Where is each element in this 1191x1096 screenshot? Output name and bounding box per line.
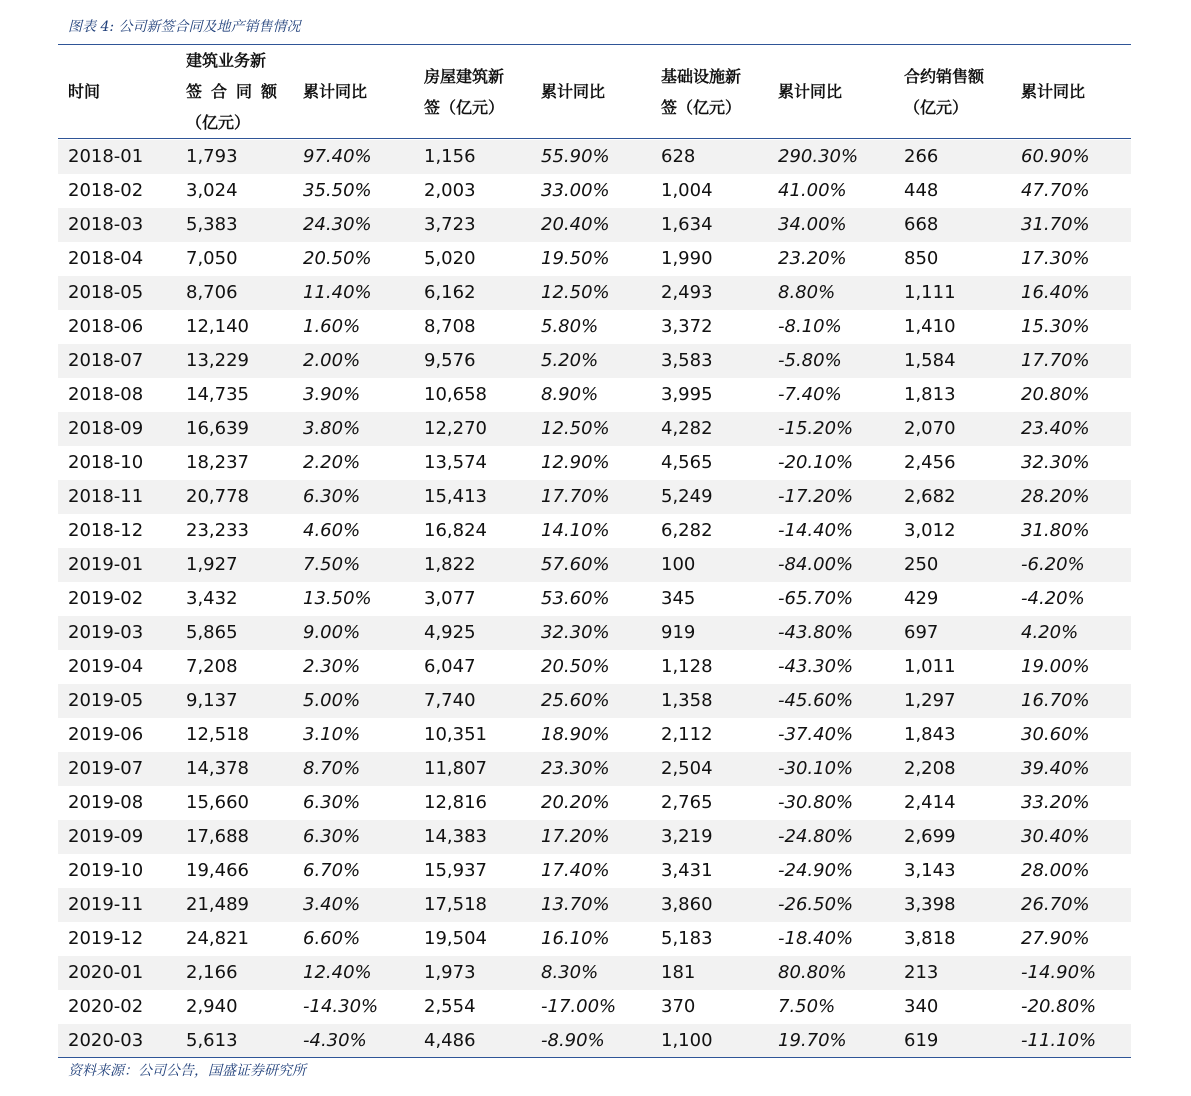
cell-contract-sales: 266 [904, 146, 939, 167]
cell-contract-sales: 2,456 [904, 452, 956, 473]
header-line: 签（亿元） [661, 98, 742, 117]
cell-time: 2018-06 [68, 316, 144, 337]
cell-time: 2019-12 [68, 928, 144, 949]
cell-infrastructure-yoy: -17.20% [778, 486, 854, 507]
table-row [58, 378, 1131, 412]
cell-construction-yoy: 12.40% [303, 962, 372, 983]
cell-infrastructure-yoy: -43.30% [778, 656, 854, 677]
cell-housing-yoy: 5.20% [541, 350, 599, 371]
cell-housing-new-contracts: 11,807 [424, 758, 487, 779]
cell-contract-sales-yoy: 17.70% [1021, 350, 1090, 371]
cell-time: 2018-01 [68, 146, 144, 167]
cell-contract-sales: 3,143 [904, 860, 956, 881]
cell-contract-sales-yoy: 39.40% [1021, 758, 1090, 779]
cell-contract-sales: 2,682 [904, 486, 956, 507]
cell-contract-sales-yoy: 28.20% [1021, 486, 1090, 507]
cell-infrastructure-yoy: -65.70% [778, 588, 854, 609]
cell-contract-sales: 619 [904, 1030, 939, 1051]
cell-housing-yoy: 57.60% [541, 554, 610, 575]
cell-infrastructure-new-contracts: 3,583 [661, 350, 713, 371]
cell-contract-sales-yoy: 32.30% [1021, 452, 1090, 473]
table-row [58, 548, 1131, 582]
cell-infrastructure-yoy: 34.00% [778, 214, 847, 235]
header-line: 时间 [68, 82, 101, 101]
cell-construction-new-contracts: 13,229 [186, 350, 249, 371]
cell-time: 2019-04 [68, 656, 144, 677]
cell-construction-yoy: 8.70% [303, 758, 361, 779]
cell-time: 2019-05 [68, 690, 144, 711]
cell-time: 2019-11 [68, 894, 144, 915]
cell-time: 2018-05 [68, 282, 144, 303]
cell-construction-yoy: 9.00% [303, 622, 361, 643]
cell-construction-yoy: 2.00% [303, 350, 361, 371]
cell-contract-sales-yoy: 26.70% [1021, 894, 1090, 915]
cell-time: 2019-06 [68, 724, 144, 745]
cell-housing-yoy: 8.90% [541, 384, 599, 405]
header-line: 签（亿元） [424, 98, 505, 117]
cell-housing-new-contracts: 7,740 [424, 690, 476, 711]
cell-contract-sales-yoy: 19.00% [1021, 656, 1090, 677]
cell-contract-sales-yoy: 20.80% [1021, 384, 1090, 405]
cell-infrastructure-new-contracts: 4,282 [661, 418, 713, 439]
cell-infrastructure-new-contracts: 2,493 [661, 282, 713, 303]
cell-housing-yoy: 25.60% [541, 690, 610, 711]
cell-construction-yoy: 35.50% [303, 180, 372, 201]
cell-construction-new-contracts: 2,166 [186, 962, 238, 983]
cell-housing-yoy: 13.70% [541, 894, 610, 915]
cell-time: 2018-03 [68, 214, 144, 235]
cell-time: 2020-03 [68, 1030, 144, 1051]
cell-contract-sales-yoy: 30.60% [1021, 724, 1090, 745]
header-line: 累计同比 [1021, 82, 1086, 101]
cell-construction-new-contracts: 9,137 [186, 690, 238, 711]
cell-contract-sales: 1,843 [904, 724, 956, 745]
cell-housing-new-contracts: 16,824 [424, 520, 487, 541]
cell-housing-yoy: 53.60% [541, 588, 610, 609]
cell-housing-new-contracts: 2,554 [424, 996, 476, 1017]
cell-housing-new-contracts: 1,156 [424, 146, 476, 167]
cell-housing-yoy: 17.40% [541, 860, 610, 881]
cell-infrastructure-yoy: -24.90% [778, 860, 854, 881]
cell-infrastructure-new-contracts: 2,765 [661, 792, 713, 813]
cell-construction-yoy: 13.50% [303, 588, 372, 609]
cell-construction-yoy: 6.30% [303, 792, 361, 813]
cell-contract-sales: 3,398 [904, 894, 956, 915]
cell-contract-sales: 1,011 [904, 656, 956, 677]
cell-contract-sales: 668 [904, 214, 939, 235]
cell-housing-yoy: 12.90% [541, 452, 610, 473]
cell-infrastructure-new-contracts: 1,128 [661, 656, 713, 677]
cell-time: 2018-10 [68, 452, 144, 473]
cell-construction-yoy: 6.60% [303, 928, 361, 949]
cell-time: 2020-01 [68, 962, 144, 983]
cell-contract-sales: 3,818 [904, 928, 956, 949]
cell-infrastructure-yoy: -8.10% [778, 316, 842, 337]
cell-time: 2019-09 [68, 826, 144, 847]
cell-housing-new-contracts: 3,077 [424, 588, 476, 609]
cell-contract-sales: 2,414 [904, 792, 956, 813]
cell-contract-sales: 1,297 [904, 690, 956, 711]
cell-time: 2019-02 [68, 588, 144, 609]
cell-contract-sales: 2,699 [904, 826, 956, 847]
cell-infrastructure-yoy: -30.10% [778, 758, 854, 779]
cell-contract-sales-yoy: 15.30% [1021, 316, 1090, 337]
cell-construction-new-contracts: 12,140 [186, 316, 249, 337]
table-row [58, 276, 1131, 310]
cell-time: 2019-03 [68, 622, 144, 643]
cell-contract-sales-yoy: 31.70% [1021, 214, 1090, 235]
cell-housing-yoy: 8.30% [541, 962, 599, 983]
cell-infrastructure-yoy: -7.40% [778, 384, 842, 405]
cell-housing-new-contracts: 1,822 [424, 554, 476, 575]
cell-housing-yoy: -8.90% [541, 1030, 605, 1051]
cell-construction-new-contracts: 14,378 [186, 758, 249, 779]
cell-infrastructure-yoy: 290.30% [778, 146, 859, 167]
cell-construction-new-contracts: 3,024 [186, 180, 238, 201]
cell-construction-new-contracts: 5,865 [186, 622, 238, 643]
cell-infrastructure-yoy: -84.00% [778, 554, 854, 575]
cell-construction-new-contracts: 16,639 [186, 418, 249, 439]
cell-contract-sales: 213 [904, 962, 939, 983]
cell-infrastructure-yoy: -45.60% [778, 690, 854, 711]
cell-construction-yoy: 7.50% [303, 554, 361, 575]
cell-infrastructure-yoy: 80.80% [778, 962, 847, 983]
cell-construction-yoy: 5.00% [303, 690, 361, 711]
cell-time: 2018-11 [68, 486, 144, 507]
cell-housing-yoy: 20.20% [541, 792, 610, 813]
header-line: （亿元） [186, 113, 251, 132]
table-row [58, 990, 1131, 1024]
cell-construction-new-contracts: 3,432 [186, 588, 238, 609]
cell-housing-new-contracts: 10,351 [424, 724, 487, 745]
cell-contract-sales: 2,070 [904, 418, 956, 439]
table-row [58, 582, 1131, 616]
table-row [58, 616, 1131, 650]
cell-time: 2018-02 [68, 180, 144, 201]
table-row [58, 174, 1131, 208]
cell-construction-yoy: 3.90% [303, 384, 361, 405]
cell-housing-yoy: 19.50% [541, 248, 610, 269]
cell-housing-yoy: 18.90% [541, 724, 610, 745]
cell-time: 2018-07 [68, 350, 144, 371]
cell-housing-new-contracts: 1,973 [424, 962, 476, 983]
cell-construction-yoy: 3.10% [303, 724, 361, 745]
cell-contract-sales-yoy: 31.80% [1021, 520, 1090, 541]
cell-housing-yoy: 5.80% [541, 316, 599, 337]
cell-time: 2020-02 [68, 996, 144, 1017]
cell-housing-new-contracts: 15,413 [424, 486, 487, 507]
header-line: 合约销售额 [904, 67, 985, 86]
header-line: 基础设施新 [661, 67, 742, 86]
cell-infrastructure-yoy: 23.20% [778, 248, 847, 269]
cell-housing-yoy: 23.30% [541, 758, 610, 779]
cell-contract-sales: 697 [904, 622, 939, 643]
cell-contract-sales-yoy: -6.20% [1021, 554, 1085, 575]
header-line: 累计同比 [303, 82, 368, 101]
figure-caption: 图表 4: 公司新签合同及地产销售情况 [68, 19, 301, 35]
cell-construction-yoy: 3.80% [303, 418, 361, 439]
cell-construction-yoy: 20.50% [303, 248, 372, 269]
table-row [58, 786, 1131, 820]
cell-contract-sales: 448 [904, 180, 939, 201]
cell-contract-sales-yoy: 23.40% [1021, 418, 1090, 439]
cell-contract-sales-yoy: -14.90% [1021, 962, 1097, 983]
source-note: 资料来源：公司公告，国盛证券研究所 [68, 1063, 306, 1079]
cell-housing-yoy: 17.20% [541, 826, 610, 847]
cell-construction-yoy: 1.60% [303, 316, 361, 337]
cell-infrastructure-new-contracts: 628 [661, 146, 696, 167]
cell-construction-new-contracts: 7,208 [186, 656, 238, 677]
cell-construction-new-contracts: 8,706 [186, 282, 238, 303]
table-row [58, 752, 1131, 786]
cell-infrastructure-new-contracts: 370 [661, 996, 696, 1017]
cell-infrastructure-new-contracts: 1,990 [661, 248, 713, 269]
cell-construction-yoy: 3.40% [303, 894, 361, 915]
cell-infrastructure-yoy: -18.40% [778, 928, 854, 949]
cell-construction-yoy: 2.20% [303, 452, 361, 473]
cell-construction-new-contracts: 2,940 [186, 996, 238, 1017]
cell-contract-sales-yoy: 17.30% [1021, 248, 1090, 269]
cell-time: 2018-12 [68, 520, 144, 541]
cell-construction-new-contracts: 5,613 [186, 1030, 238, 1051]
cell-housing-new-contracts: 4,925 [424, 622, 476, 643]
table-row [58, 1024, 1131, 1058]
cell-construction-new-contracts: 18,237 [186, 452, 249, 473]
cell-infrastructure-yoy: -30.80% [778, 792, 854, 813]
cell-infrastructure-yoy: -26.50% [778, 894, 854, 915]
cell-infrastructure-new-contracts: 1,100 [661, 1030, 713, 1051]
cell-infrastructure-yoy: -43.80% [778, 622, 854, 643]
cell-infrastructure-yoy: -14.40% [778, 520, 854, 541]
cell-contract-sales: 1,410 [904, 316, 956, 337]
cell-construction-new-contracts: 1,793 [186, 146, 238, 167]
header-line: 建筑业务新 [186, 51, 267, 70]
cell-infrastructure-new-contracts: 4,565 [661, 452, 713, 473]
cell-infrastructure-new-contracts: 3,860 [661, 894, 713, 915]
cell-housing-yoy: 20.40% [541, 214, 610, 235]
cell-housing-yoy: 14.10% [541, 520, 610, 541]
cell-construction-yoy: 11.40% [303, 282, 372, 303]
table-row [58, 412, 1131, 446]
table-row [58, 514, 1131, 548]
cell-time: 2019-07 [68, 758, 144, 779]
cell-contract-sales-yoy: 16.40% [1021, 282, 1090, 303]
cell-infrastructure-new-contracts: 3,995 [661, 384, 713, 405]
table-row [58, 820, 1131, 854]
cell-infrastructure-yoy: -24.80% [778, 826, 854, 847]
cell-housing-new-contracts: 17,518 [424, 894, 487, 915]
header-line: 签合同额 [186, 82, 287, 101]
table-row [58, 344, 1131, 378]
cell-time: 2019-01 [68, 554, 144, 575]
cell-infrastructure-new-contracts: 181 [661, 962, 696, 983]
table-row [58, 208, 1131, 242]
cell-housing-new-contracts: 8,708 [424, 316, 476, 337]
cell-housing-new-contracts: 5,020 [424, 248, 476, 269]
cell-housing-new-contracts: 6,162 [424, 282, 476, 303]
cell-time: 2019-08 [68, 792, 144, 813]
cell-construction-yoy: 6.30% [303, 826, 361, 847]
header-infrastructure-new-contracts [661, 61, 741, 123]
cell-time: 2019-10 [68, 860, 144, 881]
cell-housing-yoy: 32.30% [541, 622, 610, 643]
cell-housing-yoy: 16.10% [541, 928, 610, 949]
cell-construction-new-contracts: 12,518 [186, 724, 249, 745]
cell-housing-yoy: 33.00% [541, 180, 610, 201]
cell-housing-new-contracts: 13,574 [424, 452, 487, 473]
cell-contract-sales-yoy: 47.70% [1021, 180, 1090, 201]
cell-housing-new-contracts: 2,003 [424, 180, 476, 201]
table-row [58, 310, 1131, 344]
cell-construction-yoy: 97.40% [303, 146, 372, 167]
cell-construction-new-contracts: 14,735 [186, 384, 249, 405]
cell-contract-sales: 1,813 [904, 384, 956, 405]
cell-infrastructure-yoy: 8.80% [778, 282, 836, 303]
table-row [58, 956, 1131, 990]
cell-construction-new-contracts: 19,466 [186, 860, 249, 881]
header-housing-new-contracts [424, 61, 504, 123]
cell-infrastructure-new-contracts: 345 [661, 588, 696, 609]
cell-time: 2018-09 [68, 418, 144, 439]
cell-infrastructure-new-contracts: 1,634 [661, 214, 713, 235]
cell-infrastructure-new-contracts: 2,504 [661, 758, 713, 779]
cell-infrastructure-new-contracts: 3,372 [661, 316, 713, 337]
cell-contract-sales-yoy: 16.70% [1021, 690, 1090, 711]
cell-construction-new-contracts: 7,050 [186, 248, 238, 269]
header-line: 累计同比 [541, 82, 606, 101]
cell-contract-sales: 429 [904, 588, 939, 609]
table-bottom-rule [58, 1057, 1131, 1058]
header-contract-sales-yoy [1021, 76, 1085, 107]
header-construction-yoy [303, 76, 367, 107]
cell-construction-yoy: 6.30% [303, 486, 361, 507]
cell-infrastructure-new-contracts: 1,358 [661, 690, 713, 711]
header-time [68, 76, 100, 107]
cell-contract-sales-yoy: 30.40% [1021, 826, 1090, 847]
cell-housing-new-contracts: 9,576 [424, 350, 476, 371]
header-housing-yoy [541, 76, 605, 107]
cell-housing-yoy: 17.70% [541, 486, 610, 507]
cell-construction-new-contracts: 17,688 [186, 826, 249, 847]
table-row [58, 140, 1131, 174]
cell-construction-new-contracts: 24,821 [186, 928, 249, 949]
header-contract-sales [904, 61, 984, 123]
cell-infrastructure-yoy: 7.50% [778, 996, 836, 1017]
cell-infrastructure-yoy: 19.70% [778, 1030, 847, 1051]
cell-housing-new-contracts: 3,723 [424, 214, 476, 235]
cell-contract-sales-yoy: -11.10% [1021, 1030, 1097, 1051]
cell-infrastructure-new-contracts: 5,249 [661, 486, 713, 507]
cell-contract-sales: 2,208 [904, 758, 956, 779]
cell-contract-sales-yoy: -4.20% [1021, 588, 1085, 609]
header-line: 累计同比 [778, 82, 843, 101]
cell-housing-yoy: 20.50% [541, 656, 610, 677]
cell-construction-yoy: -14.30% [303, 996, 379, 1017]
cell-housing-new-contracts: 15,937 [424, 860, 487, 881]
table-row [58, 684, 1131, 718]
cell-construction-new-contracts: 20,778 [186, 486, 249, 507]
table-row [58, 854, 1131, 888]
cell-infrastructure-yoy: -20.10% [778, 452, 854, 473]
cell-infrastructure-new-contracts: 1,004 [661, 180, 713, 201]
cell-housing-new-contracts: 12,270 [424, 418, 487, 439]
cell-construction-yoy: 24.30% [303, 214, 372, 235]
cell-contract-sales: 3,012 [904, 520, 956, 541]
cell-infrastructure-new-contracts: 919 [661, 622, 696, 643]
cell-housing-yoy: 55.90% [541, 146, 610, 167]
cell-infrastructure-new-contracts: 100 [661, 554, 696, 575]
cell-contract-sales: 1,111 [904, 282, 956, 303]
cell-contract-sales-yoy: 28.00% [1021, 860, 1090, 881]
cell-construction-new-contracts: 5,383 [186, 214, 238, 235]
cell-contract-sales-yoy: 4.20% [1021, 622, 1079, 643]
cell-construction-new-contracts: 1,927 [186, 554, 238, 575]
cell-construction-yoy: 6.70% [303, 860, 361, 881]
header-line: （亿元） [904, 98, 969, 117]
cell-infrastructure-new-contracts: 3,431 [661, 860, 713, 881]
cell-construction-new-contracts: 21,489 [186, 894, 249, 915]
cell-housing-new-contracts: 14,383 [424, 826, 487, 847]
cell-infrastructure-new-contracts: 6,282 [661, 520, 713, 541]
cell-contract-sales-yoy: -20.80% [1021, 996, 1097, 1017]
header-construction-new-contracts [186, 45, 286, 138]
header-infrastructure-yoy [778, 76, 842, 107]
cell-contract-sales-yoy: 27.90% [1021, 928, 1090, 949]
cell-construction-new-contracts: 15,660 [186, 792, 249, 813]
cell-contract-sales-yoy: 33.20% [1021, 792, 1090, 813]
cell-housing-new-contracts: 19,504 [424, 928, 487, 949]
table-body [58, 140, 1131, 1058]
cell-contract-sales: 850 [904, 248, 939, 269]
cell-construction-yoy: 2.30% [303, 656, 361, 677]
cell-infrastructure-new-contracts: 5,183 [661, 928, 713, 949]
cell-construction-yoy: -4.30% [303, 1030, 367, 1051]
cell-contract-sales: 1,584 [904, 350, 956, 371]
table-row [58, 446, 1131, 480]
cell-contract-sales-yoy: 60.90% [1021, 146, 1090, 167]
cell-infrastructure-new-contracts: 3,219 [661, 826, 713, 847]
cell-infrastructure-yoy: 41.00% [778, 180, 847, 201]
table-row [58, 480, 1131, 514]
cell-housing-new-contracts: 6,047 [424, 656, 476, 677]
cell-infrastructure-yoy: -5.80% [778, 350, 842, 371]
cell-housing-new-contracts: 12,816 [424, 792, 487, 813]
table-header [58, 45, 1131, 138]
cell-time: 2018-04 [68, 248, 144, 269]
header-bottom-rule [58, 138, 1131, 139]
cell-infrastructure-new-contracts: 2,112 [661, 724, 713, 745]
cell-housing-new-contracts: 10,658 [424, 384, 487, 405]
table-row [58, 888, 1131, 922]
table-row [58, 718, 1131, 752]
cell-infrastructure-yoy: -15.20% [778, 418, 854, 439]
table-row [58, 650, 1131, 684]
cell-housing-yoy: 12.50% [541, 282, 610, 303]
table-row [58, 922, 1131, 956]
cell-construction-new-contracts: 23,233 [186, 520, 249, 541]
cell-construction-yoy: 4.60% [303, 520, 361, 541]
cell-housing-yoy: -17.00% [541, 996, 617, 1017]
cell-contract-sales: 250 [904, 554, 939, 575]
cell-housing-new-contracts: 4,486 [424, 1030, 476, 1051]
header-line: 房屋建筑新 [424, 67, 505, 86]
cell-housing-yoy: 12.50% [541, 418, 610, 439]
cell-infrastructure-yoy: -37.40% [778, 724, 854, 745]
cell-time: 2018-08 [68, 384, 144, 405]
cell-contract-sales: 340 [904, 996, 939, 1017]
table-row [58, 242, 1131, 276]
